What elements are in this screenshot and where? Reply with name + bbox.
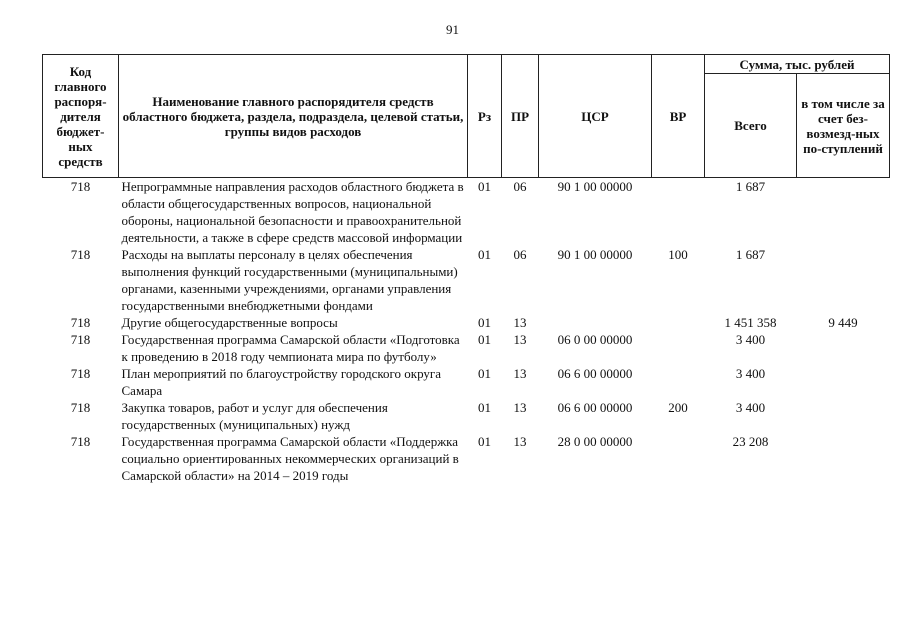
cell-csr: 28 0 00 00000	[557, 434, 633, 449]
cell-vr	[652, 178, 705, 247]
cell-pr: 13	[513, 400, 527, 415]
cell-free	[797, 399, 890, 433]
cell-vr	[652, 314, 705, 331]
cell-rz: 01	[478, 400, 491, 415]
cell-vr	[652, 331, 705, 365]
cell-free	[797, 246, 890, 314]
cell-csr: 06 6 00 00000	[557, 366, 633, 381]
cell-free	[797, 331, 890, 365]
cell-rz: 01	[478, 366, 491, 381]
cell-code: 718	[70, 332, 91, 347]
cell-csr: 06 6 00 00000	[557, 400, 633, 415]
table-row	[43, 246, 890, 314]
cell-pr: 06	[513, 247, 527, 262]
table-body	[43, 178, 890, 485]
header-pr: ПР	[502, 55, 539, 178]
cell-total: 1 687	[735, 247, 766, 262]
table-row	[43, 178, 890, 247]
cell-csr: 06 0 00 00000	[557, 332, 633, 347]
cell-csr: 90 1 00 00000	[557, 179, 633, 194]
header-name: Наименование главного распорядителя средств областного бюджета, раздела, подраздела, целевой статьи, группы видов расходов	[119, 55, 468, 178]
cell-total: 1 687	[735, 179, 766, 194]
cell-free	[797, 178, 890, 247]
cell-code: 718	[70, 179, 91, 194]
header-rz: Рз	[468, 55, 502, 178]
table-header	[43, 55, 890, 178]
cell-vr: 100	[668, 247, 688, 262]
cell-pr: 13	[513, 434, 527, 449]
cell-code: 718	[70, 366, 91, 381]
cell-code: 718	[70, 400, 91, 415]
cell-total: 23 208	[732, 434, 769, 449]
cell-code: 718	[70, 247, 91, 262]
cell-rz: 01	[478, 332, 491, 347]
cell-rz: 01	[478, 247, 491, 262]
header-free: в том числе за счет без-возмезд-ных по-ступлений	[797, 74, 890, 178]
cell-total: 1 451 358	[724, 315, 777, 330]
cell-total: 3 400	[735, 366, 766, 381]
cell-free	[797, 365, 890, 399]
cell-name: Закупка товаров, работ и услуг для обеспечения государственных (муниципальных) нужд	[121, 400, 388, 432]
cell-name: Расходы на выплаты персоналу в целях обеспечения выполнения функций государственными (муниципальными) органами, казенными учреждениями, органами управления государственными внебюджетными фондами	[121, 247, 458, 313]
budget-table	[42, 54, 890, 484]
cell-pr: 13	[513, 366, 527, 381]
cell-csr	[539, 314, 652, 331]
header-total: Всего	[705, 74, 797, 178]
cell-total: 3 400	[735, 400, 766, 415]
cell-csr: 90 1 00 00000	[557, 247, 633, 262]
cell-pr: 13	[513, 332, 527, 347]
cell-vr: 200	[668, 400, 688, 415]
table-row	[43, 314, 890, 331]
cell-vr	[652, 433, 705, 484]
table-row	[43, 331, 890, 365]
cell-name: Непрограммные направления расходов областного бюджета в области общегосударственных вопросов, национальной обороны, национальной безопасности и правоохранительной деятельности, а также в сфере средств массовой информации	[121, 179, 464, 245]
cell-rz: 01	[478, 315, 491, 330]
cell-free: 9 449	[828, 315, 858, 330]
cell-rz: 01	[478, 434, 491, 449]
table-row	[43, 365, 890, 399]
cell-name: Государственная программа Самарской области «Подготовка к проведению в 2018 году чемпионата мира по футболу»	[121, 332, 460, 364]
table-row	[43, 433, 890, 484]
cell-total: 3 400	[735, 332, 766, 347]
table-row	[43, 399, 890, 433]
cell-name: Другие общегосударственные вопросы	[121, 315, 338, 330]
cell-pr: 13	[513, 315, 527, 330]
header-vr: ВР	[652, 55, 705, 178]
cell-free	[797, 433, 890, 484]
header-code: Код главного распоря-дителя бюджет-ных средств	[43, 55, 119, 178]
cell-name: Государственная программа Самарской области «Поддержка социально ориентированных некоммерческих организаций в Самарской области» на 2014 – 2019 годы	[121, 434, 459, 483]
cell-rz: 01	[478, 179, 491, 194]
header-sum-group: Сумма, тыс. рублей	[705, 55, 890, 74]
cell-name: План мероприятий по благоустройству городского округа Самара	[121, 366, 441, 398]
cell-code: 718	[70, 434, 91, 449]
page-number: 91	[446, 22, 459, 37]
cell-vr	[652, 365, 705, 399]
cell-code: 718	[70, 315, 91, 330]
cell-pr: 06	[513, 179, 527, 194]
header-csr: ЦСР	[539, 55, 652, 178]
